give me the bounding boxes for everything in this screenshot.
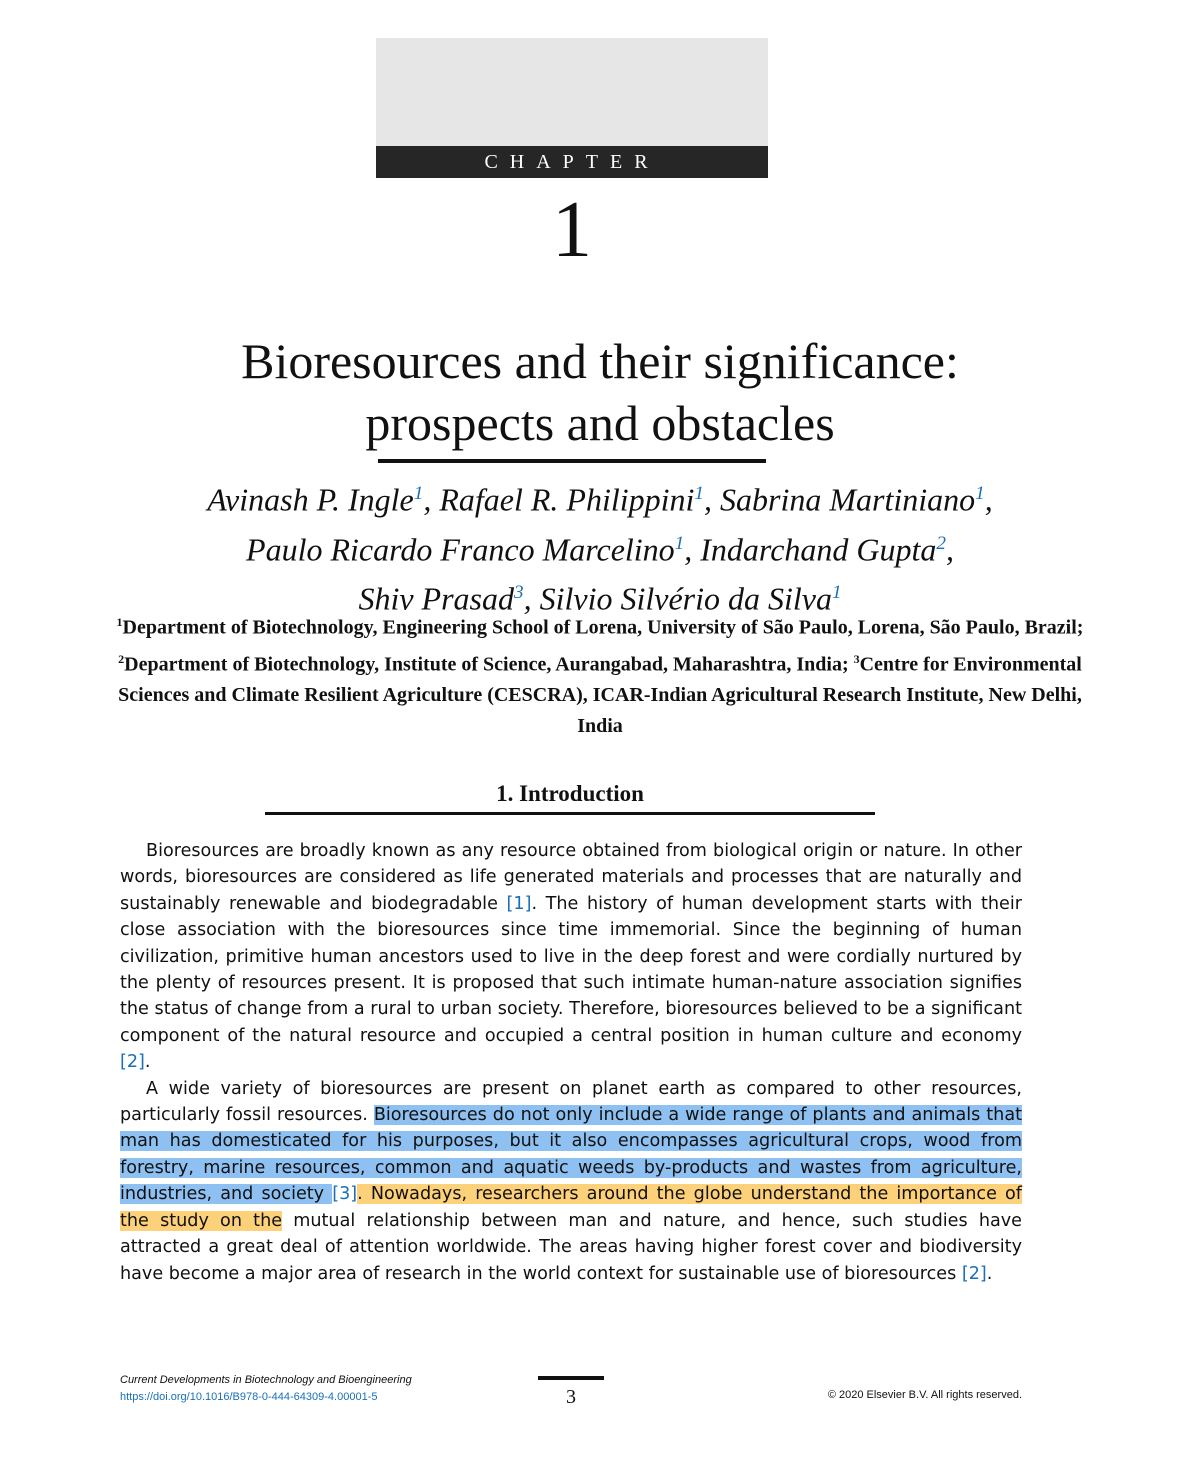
text-run: mutual relationship between man and nature, and hence, such studies have attracted a great deal of attention worldwide. The areas having higher forest cover and biodiversity have become a major area of research in the world context for sustainable use of bioresources [120, 1210, 1022, 1284]
author-name: Rafael R. Philippini [439, 481, 695, 518]
author-affiliation-mark[interactable]: 1 [674, 532, 685, 554]
citation-link[interactable]: [1] [506, 893, 532, 914]
author-list [100, 472, 1100, 621]
affiliation-text: Department of Biotechnology, Institute of Science, Aurangabad, Maharashtra, India; [124, 653, 849, 676]
body-text [120, 838, 1022, 1287]
affiliations [110, 607, 1090, 742]
author-affiliation-mark[interactable]: 1 [831, 582, 842, 604]
citation-link[interactable]: [2] [961, 1263, 987, 1284]
journal-name: Current Developments in Biotechnology and Bioengineering [120, 1374, 412, 1386]
citation-link[interactable]: [3] [332, 1184, 358, 1205]
text-run: . [986, 1263, 993, 1284]
author-name: Sabrina Martiniano [720, 481, 976, 518]
title-line-1: Bioresources and their significance: [241, 333, 959, 389]
author-affiliation-mark[interactable]: 1 [694, 483, 705, 504]
blue-highlight[interactable]: Bioresources do not only include a wide range of plants and animals that man has domesticated for his purposes, but it also encompasses agricultural crops, wood from forestry, marine resources, common and aquatic weeds by-products and wastes from agriculture, industries, and society [120, 1105, 1022, 1205]
footer-citation [120, 1372, 500, 1406]
section-heading: 1. Introduction [496, 781, 644, 806]
author-line-2: Paulo Ricardo Franco Marcelino$^1$, Indarchand Gupta$^2$, [246, 531, 954, 568]
title-divider [378, 459, 766, 463]
text-run: A wide variety of bioresources are present on planet earth as compared to other resources, particularly fossil resources. [120, 1078, 1022, 1126]
author-name: Indarchand Gupta [700, 531, 937, 568]
title-line-2: prospects and obstacles [365, 395, 835, 451]
text-run: Bioresources are broadly known as any resource obtained from biological origin or nature. In other words, bioresources are considered as life generated materials and processes that are naturally and sustainably renewable and biodegradable [120, 841, 1022, 914]
affiliation-mark: 1 [116, 615, 123, 629]
paragraph [120, 838, 1022, 1076]
author-line-1: Avinash P. Ingle$^1$, Rafael R. Philippini$^1$, Sabrina Martiniano$^1$, [207, 481, 993, 518]
chapter-title [100, 330, 1100, 454]
page-number: 3 [566, 1386, 576, 1408]
author-affiliation-mark[interactable]: 3 [513, 582, 524, 604]
text-run: . [144, 1052, 151, 1073]
page-number-rule [538, 1376, 604, 1380]
author-line-3: Shiv Prasad$^3$, Silvio Silvério da Silva$^1$ [358, 580, 842, 617]
author-name: Avinash P. Ingle [207, 481, 414, 518]
paragraph [120, 1076, 1022, 1287]
author-name: Shiv Prasad [358, 580, 514, 617]
author-affiliation-mark[interactable]: 1 [413, 483, 424, 504]
orange-highlight[interactable]: . Nowadays, researchers around the globe understand the importance of the study on the [120, 1184, 1022, 1231]
copyright: © 2020 Elsevier B.V. All rights reserved. [827, 1389, 1022, 1401]
section-divider [265, 812, 875, 815]
author-name: Silvio Silvério da Silva [539, 580, 832, 617]
citation-link[interactable]: [2] [120, 1052, 145, 1073]
chapter-number: 1 [552, 186, 592, 274]
text-run: . The history of human development starts with their close association with the bioresources since time immemorial. Since the beginning of human civilization, primitive human ancestors used to live in the deep forest and were cordially nurtured by the plenty of resources present. It is proposed that such intimate human-nature association signifies the status of change from a rural to urban society. Therefore, bioresources believed to be a significant component of the natural resource and occupied a central position in human culture and economy [120, 893, 1022, 1046]
affiliation-mark: 3 [853, 651, 860, 666]
chapter-header-box [376, 38, 768, 146]
doi-link[interactable]: https://doi.org/10.1016/B978-0-444-64309-4.00001-5 [120, 1391, 378, 1403]
chapter-label: CHAPTER [376, 146, 768, 178]
affiliation-text: Centre for Environmental Sciences and Climate Resilient Agriculture (CESCRA), ICAR-Indian Agricultural Research Institute, New Delhi, India [118, 653, 1082, 738]
author-affiliation-mark[interactable]: 1 [975, 483, 985, 504]
author-affiliation-mark[interactable]: 2 [936, 532, 946, 554]
affiliation-text: Department of Biotechnology, Engineering School of Lorena, University of São Paulo, Lorena, São Paulo, Brazil; [122, 616, 1084, 639]
author-name: Paulo Ricardo Franco Marcelino [246, 531, 675, 568]
affiliation-mark: 2 [118, 651, 125, 666]
